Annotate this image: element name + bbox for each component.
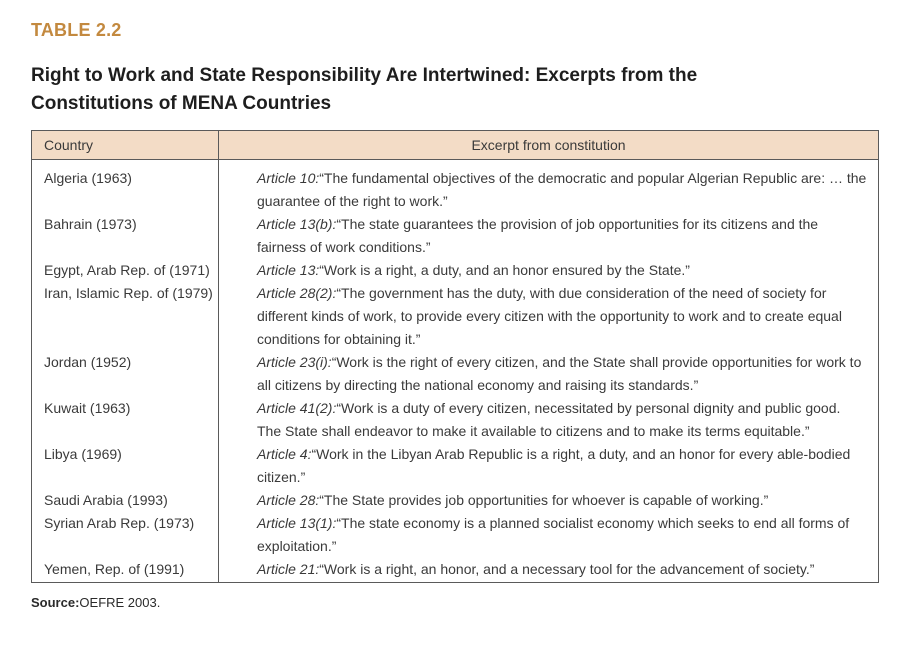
excerpt-cell	[219, 558, 878, 581]
article-ref: Article 4:	[257, 446, 312, 462]
article-ref: Article 28:	[257, 492, 320, 508]
table-row	[32, 351, 878, 397]
table-row	[32, 558, 878, 581]
excerpt-text: “Work is a duty of every citizen, necessitated by personal dignity and public good. The State shall endeavor to make it available to citizens and to make its terms equitable.”	[257, 400, 841, 439]
country-cell: Egypt, Arab Rep. of (1971)	[44, 262, 210, 278]
excerpt-cell	[219, 489, 878, 512]
article-ref: Article 10:	[257, 170, 320, 186]
article-ref: Article 41(2):	[257, 400, 337, 416]
excerpt-cell	[219, 397, 878, 443]
article-ref: Article 13(1):	[257, 515, 337, 531]
constitution-excerpts-table	[31, 130, 879, 583]
article-ref: Article 13(b):	[257, 216, 337, 232]
excerpt-text: “Work is a right, a duty, and an honor ensured by the State.”	[319, 262, 690, 278]
excerpt-cell	[219, 213, 878, 259]
table-row	[32, 259, 878, 282]
table-header	[32, 131, 878, 160]
excerpt-cell	[219, 259, 878, 282]
table-title	[31, 62, 871, 118]
country-cell: Algeria (1963)	[44, 170, 132, 186]
excerpt-text: “Work in the Libyan Arab Republic is a right, a duty, and an honor for every able-bodied citizen.”	[257, 446, 851, 485]
article-ref: Article 28(2):	[257, 285, 337, 301]
table-body	[32, 167, 878, 581]
source-note	[31, 595, 160, 610]
table-row	[32, 443, 878, 489]
table-row	[32, 282, 878, 351]
article-ref: Article 21:	[257, 561, 320, 577]
header-country: Country	[32, 131, 219, 159]
table-row	[32, 512, 878, 558]
excerpt-cell	[219, 167, 878, 213]
excerpt-text: “Work is the right of every citizen, and the State shall provide opportunities for work to all citizens by directing the national economy and raising its standards.”	[257, 354, 862, 393]
excerpt-text: “The state guarantees the provision of job opportunities for its citizens and the fairness of work conditions.”	[257, 216, 819, 255]
excerpt-cell	[219, 443, 878, 489]
source-label: Source:	[31, 595, 80, 610]
country-cell: Syrian Arab Rep. (1973)	[44, 515, 195, 531]
country-cell: Iran, Islamic Rep. of (1979)	[44, 285, 213, 301]
header-excerpt: Excerpt from constitution	[471, 137, 626, 153]
country-cell: Jordan (1952)	[44, 354, 132, 370]
excerpt-text: “The state economy is a planned socialist economy which seeks to end all forms of exploitation.”	[257, 515, 850, 554]
excerpt-cell	[219, 512, 878, 558]
table-title-line-1: Right to Work and State Responsibility Are Intertwined: Excerpts from the	[31, 65, 698, 86]
country-cell: Bahrain (1973)	[44, 216, 137, 232]
excerpt-text: “Work is a right, an honor, and a necessary tool for the advancement of society.”	[319, 561, 815, 577]
excerpt-text: “The government has the duty, with due consideration of the need of society for different kinds of work, to provide every citizen with the opportunity to work and to create equal conditions for obtaining it.”	[257, 285, 842, 347]
table-row	[32, 213, 878, 259]
excerpt-cell	[219, 351, 878, 397]
table-title-line-2: Constitutions of MENA Countries	[31, 93, 332, 114]
source-text: OEFRE 2003.	[79, 595, 161, 610]
country-cell: Libya (1969)	[44, 446, 122, 462]
excerpt-cell	[219, 282, 878, 351]
table-number: TABLE 2.2	[31, 20, 122, 40]
country-cell: Saudi Arabia (1993)	[44, 492, 168, 508]
excerpt-text: “The State provides job opportunities for whoever is capable of working.”	[319, 492, 769, 508]
country-cell: Yemen, Rep. of (1991)	[44, 561, 185, 577]
table-row	[32, 489, 878, 512]
table-row	[32, 167, 878, 213]
article-ref: Article 13:	[257, 262, 320, 278]
excerpt-text: “The fundamental objectives of the democratic and popular Algerian Republic are: … the guarantee of the right to work.”	[257, 170, 867, 209]
table-row	[32, 397, 878, 443]
article-ref: Article 23(i):	[257, 354, 332, 370]
country-cell: Kuwait (1963)	[44, 400, 131, 416]
